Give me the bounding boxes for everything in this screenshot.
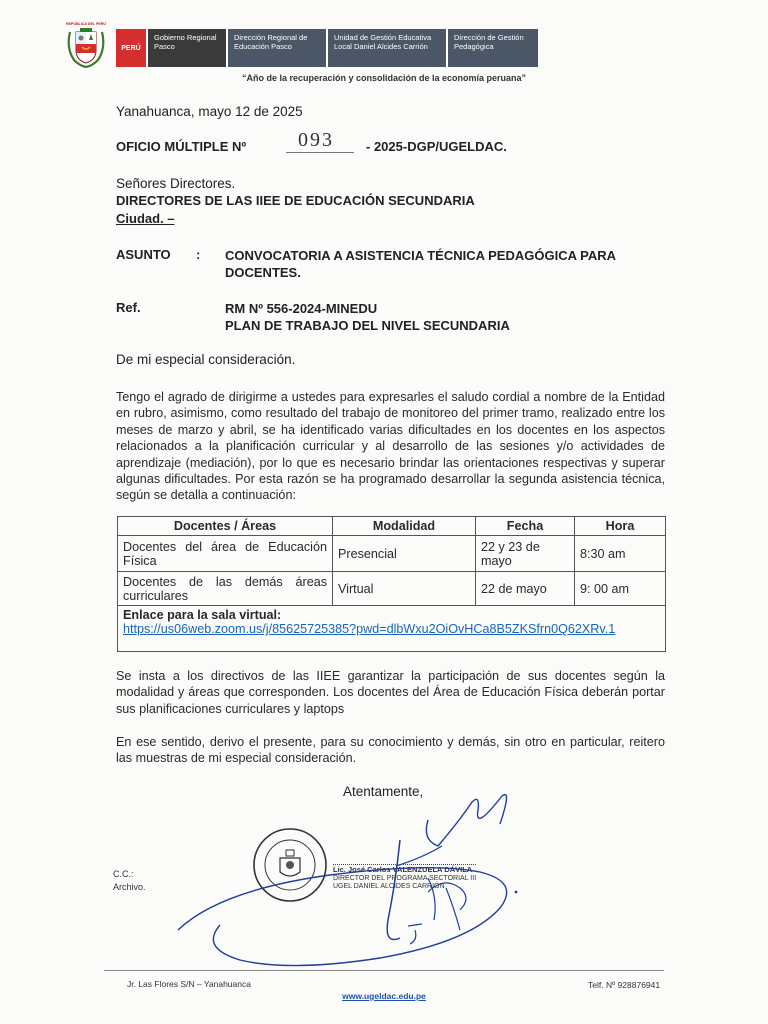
table-link-row (118, 606, 666, 652)
signatory-name: Lic. José Carlos VALENZUELA DÁVILA (333, 864, 476, 875)
svg-text:REPÚBLICA DEL PERÚ: REPÚBLICA DEL PERÚ (66, 22, 106, 26)
col-header-fecha: Fecha (476, 517, 575, 536)
col-header-hora: Hora (575, 517, 666, 536)
footer-address: Jr. Las Flores S/N – Yanahuanca (127, 979, 251, 989)
institution-header-bar (116, 29, 538, 67)
body-paragraph-3: En ese sentido, derivo el presente, para su conocimiento y demás, sin otro en particular, reitero las muestras de mi especial consideración. (116, 735, 665, 766)
table-cell-modalidad: Presencial (333, 536, 476, 572)
table-cell-fecha: 22 y 23 de mayo (476, 536, 575, 572)
body-paragraph-1: Tengo el agrado de dirigirme a ustedes para expresarles el saludo cordial a nombre de la Entidad en rubro, asimismo, como resultado del trabajo de monitoreo del primer tramo, realizado entre los meses de marzo y abril, se ha identificado varias dificultades en los docentes en los aspectos relacionados a la planificación curricular y al desarrollo de las sesiones y/o actividades de aprendizaje (mediación), por lo que es necesario brindar las orientaciones respectivas y superar algunas dificultades. Por esta razón se ha programado desarrollar la segunda asistencia técnica, según se detalla a continuación: (116, 390, 665, 503)
coat-of-arms-icon (64, 20, 108, 68)
table-row (118, 572, 666, 606)
letter-date: Yanahuanca, mayo 12 de 2025 (116, 104, 303, 119)
recipient-greeting: Señores Directores. (116, 176, 236, 191)
table-row (118, 536, 666, 572)
asunto-label: ASUNTO (116, 247, 171, 262)
asunto-colon: : (196, 247, 201, 262)
header-gobierno-regional: Gobierno Regional Pasco (146, 29, 226, 67)
ref-line-1: RM Nº 556-2024-MINEDU (225, 301, 378, 316)
peru-label: PERÚ (116, 29, 146, 67)
recipient-city: Ciudad. – (116, 211, 175, 226)
ref-label: Ref. (116, 300, 141, 315)
virtual-room-label: Enlace para la sala virtual: (123, 608, 282, 622)
ref-line-2: PLAN DE TRABAJO DEL NIVEL SECUNDARIA (225, 318, 510, 333)
table-header-row (118, 517, 666, 536)
table-cell-docentes: Docentes de las demás áreas curriculares (118, 572, 333, 606)
cc-label: C.C.: (113, 869, 134, 879)
oficio-suffix: - 2025-DGP/UGELDAC. (366, 139, 507, 154)
table-cell-link (118, 606, 666, 652)
signatory-role-1: DIRECTOR DEL PROGRAMA SECTORIAL III (333, 874, 477, 882)
asunto-text: CONVOCATORIA A ASISTENCIA TÉCNICA PEDAGÓGICA PARA DOCENTES. (225, 248, 616, 280)
footer-website-link[interactable]: www.ugeldac.edu.pe (342, 991, 426, 1001)
closing: Atentamente, (343, 784, 424, 799)
zoom-link[interactable]: https://us06web.zoom.us/j/85625725385?pwd=dlbWxu2OiOvHCa8B5ZKSfrn0Q62XRv.1 (123, 622, 616, 636)
table-cell-docentes: Docentes del área de Educación Física (118, 536, 333, 572)
table-cell-modalidad: Virtual (333, 572, 476, 606)
body-paragraph-2: Se insta a los directivos de las IIEE garantizar la participación de sus docentes según la modalidad y áreas que corresponden. Los docentes del Área de Educación Física deberán portar sus planificaciones curriculares y laptops (116, 669, 665, 716)
header-direccion-regional: Dirección Regional de Educación Pasco (226, 29, 326, 67)
table-cell-hora: 9: 00 am (575, 572, 666, 606)
recipient-name: DIRECTORES DE LAS IIEE DE EDUCACIÓN SECUNDARIA (116, 193, 475, 208)
ref-text (225, 300, 510, 334)
year-motto: “Año de la recuperación y consolidación de la economía peruana” (241, 73, 527, 83)
handwritten-signature (160, 780, 560, 980)
table-cell-fecha: 22 de mayo (476, 572, 575, 606)
col-header-docentes: Docentes / Áreas (118, 517, 333, 536)
oficio-number: 093 (298, 129, 334, 151)
cc-archive: Archivo. (113, 882, 146, 892)
signatory-role-2: UGEL DANIEL ALCIDES CARRIÓN (333, 883, 445, 890)
oficio-prefix: OFICIO MÚLTIPLE Nº (116, 139, 247, 154)
oficio-number-underline (286, 152, 354, 153)
schedule-table (117, 516, 666, 652)
header-gestion-pedagogica: Dirección de Gestión Pedagógica (446, 29, 538, 67)
footer-divider (104, 970, 664, 971)
header-ugel: Unidad de Gestión Educativa Local Daniel Alcides Carrión (326, 29, 446, 67)
footer-phone: Telf. Nº 928876941 (588, 980, 661, 990)
table-cell-hora: 8:30 am (575, 536, 666, 572)
salutation: De mi especial consideración. (116, 352, 296, 367)
carbon-copy (113, 868, 146, 894)
col-header-modalidad: Modalidad (333, 517, 476, 536)
